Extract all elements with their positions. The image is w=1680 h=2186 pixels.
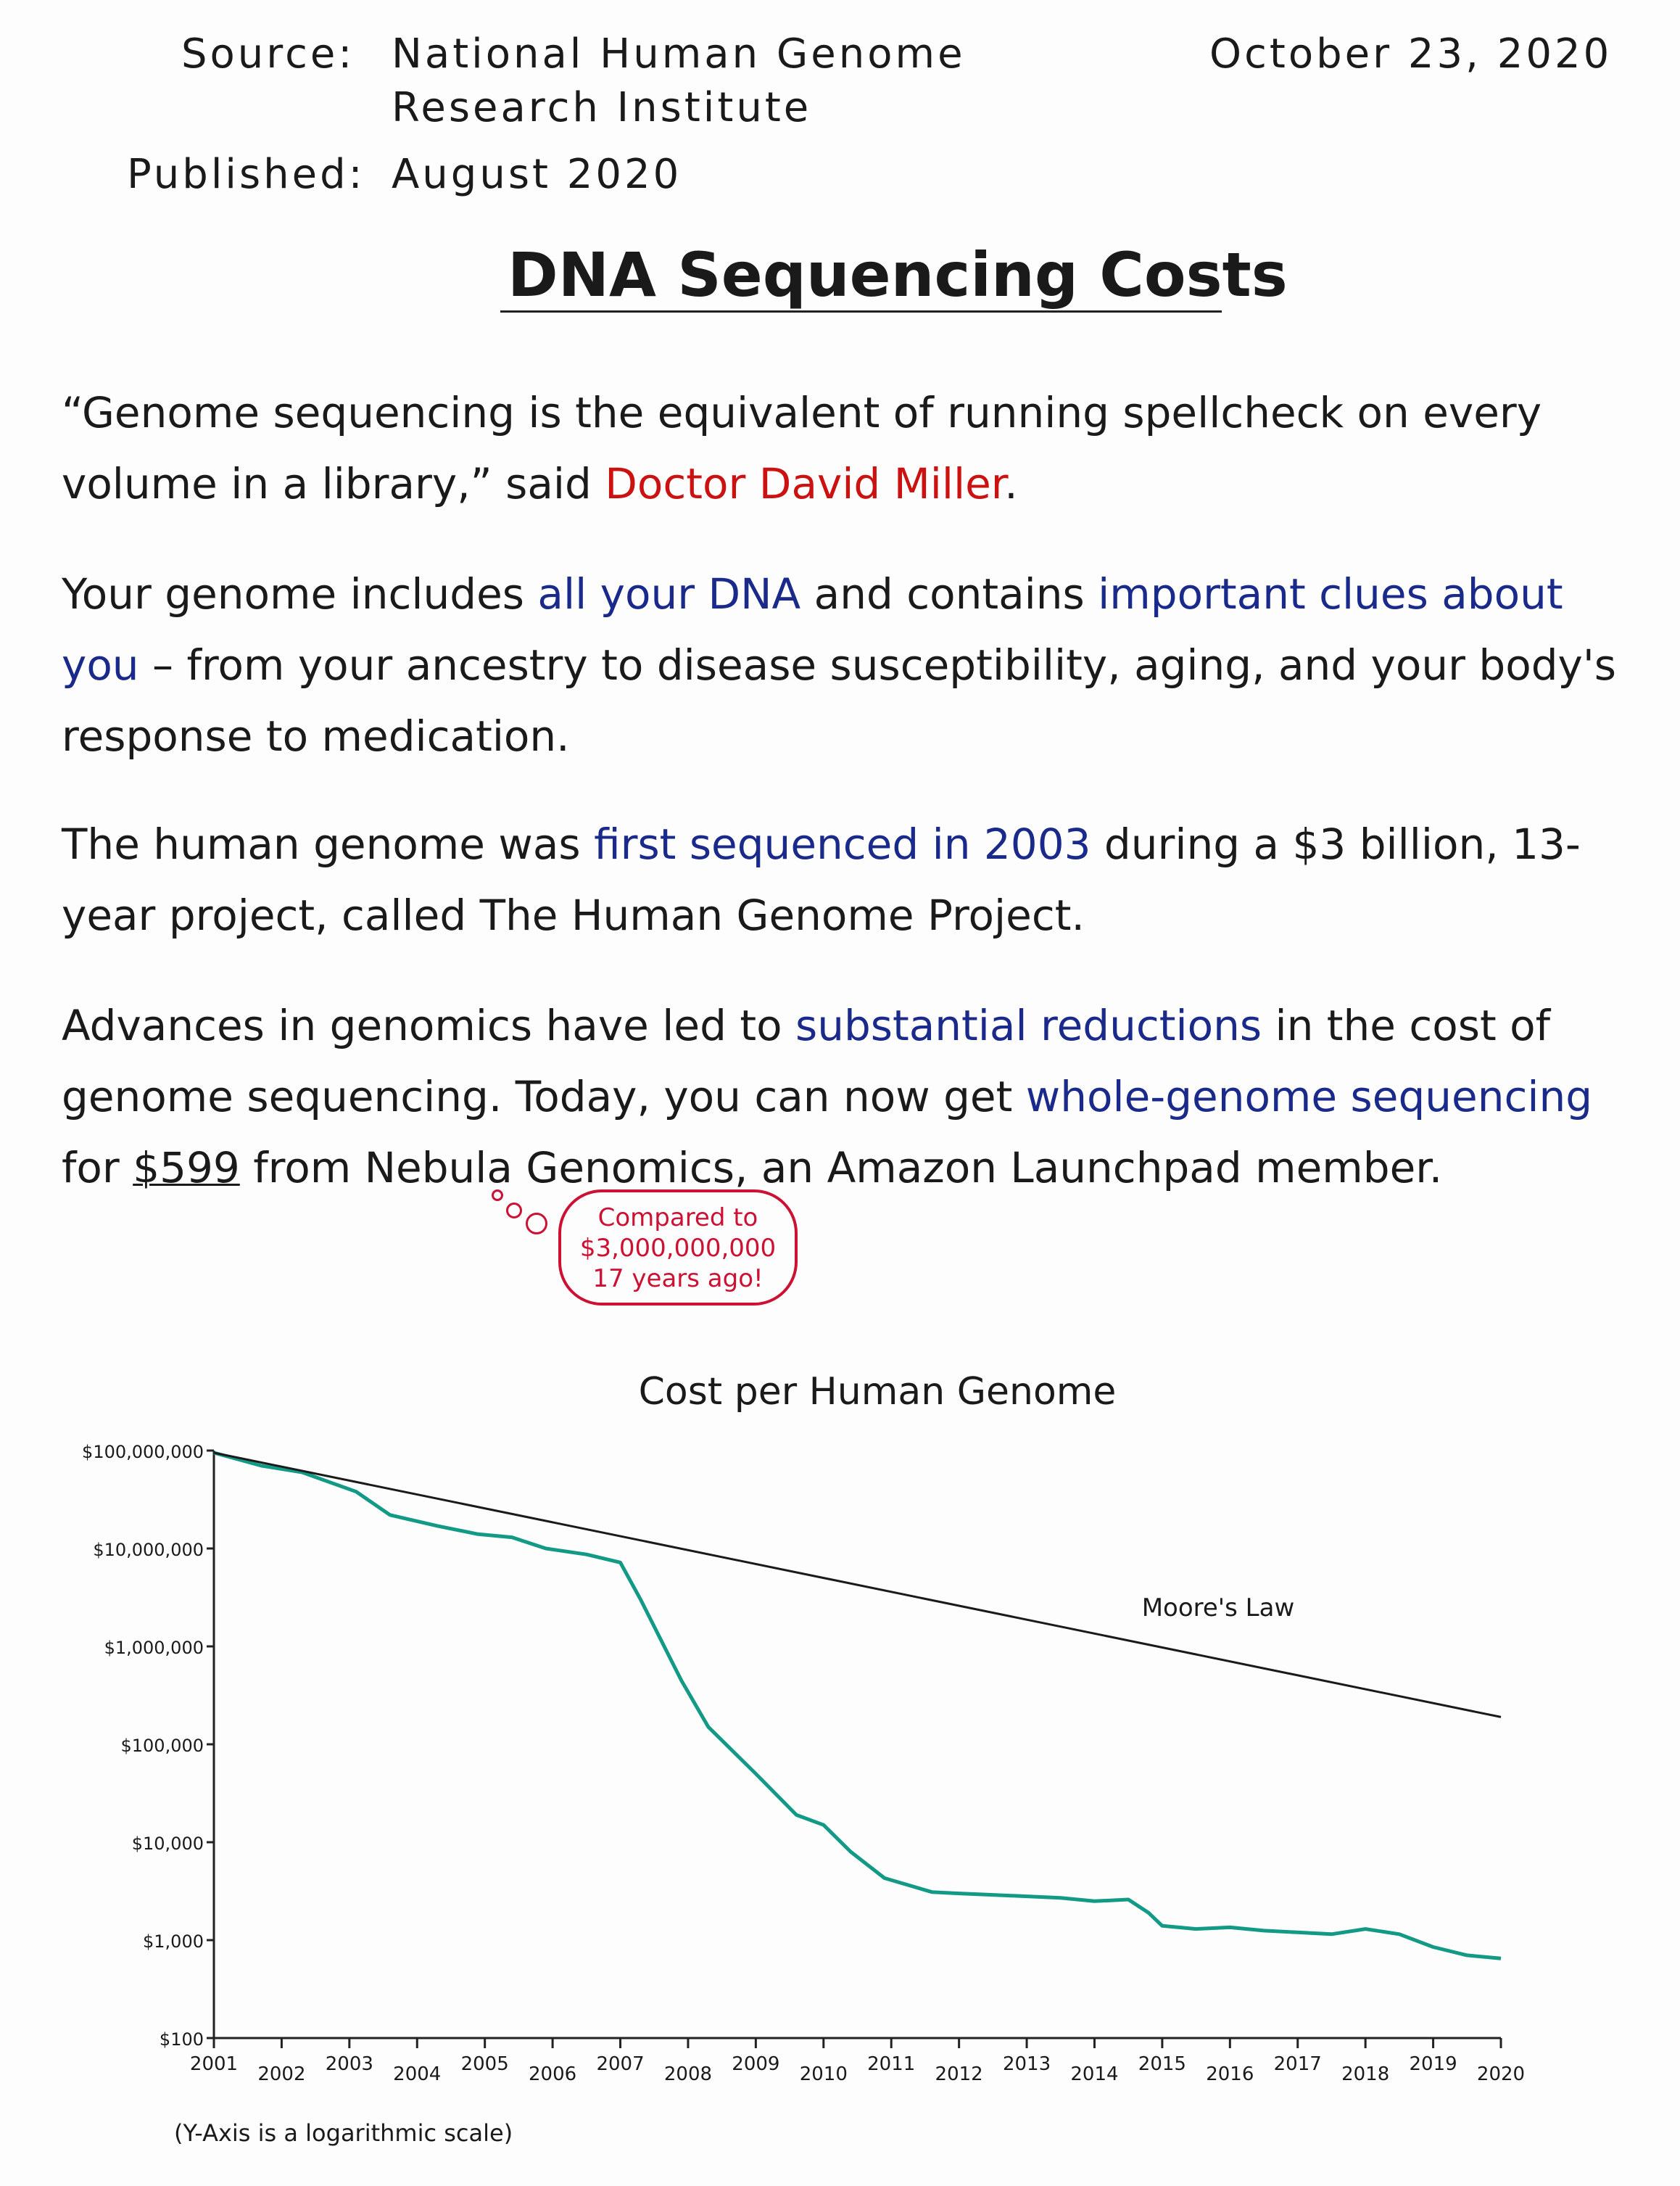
cost-series-line: [214, 1453, 1501, 1958]
x-tick-label: 2015: [1138, 2053, 1186, 2075]
x-tick-label: 2013: [1002, 2053, 1051, 2075]
moores-law-label: Moore's Law: [1141, 1593, 1295, 1622]
p4-highlight-wgs: whole-genome sequencing: [1025, 1072, 1593, 1121]
p3-highlight: first sequenced in 2003: [594, 820, 1091, 869]
x-tick-label: 2012: [935, 2063, 983, 2085]
p4-text-g: from Nebula Genomics, an Amazon Launchpad member.: [239, 1143, 1443, 1192]
chart-caption: (Y-Axis is a logarithmic scale): [174, 2119, 513, 2147]
x-tick-label: 2009: [732, 2053, 780, 2075]
source-label: Source:: [181, 30, 355, 78]
y-tick-label: $100,000,000: [82, 1442, 204, 1462]
y-tick-label: $100: [159, 2029, 204, 2050]
x-tick-label: 2002: [257, 2063, 306, 2085]
p3-text-c: during a $3 billion, 13-year project, called The Human Genome Project.: [62, 820, 1581, 940]
y-tick-label: $1,000,000: [104, 1638, 204, 1658]
x-tick-label: 2011: [867, 2053, 916, 2075]
moores-law-line: [214, 1453, 1501, 1717]
bubble-dot-medium: [506, 1203, 522, 1218]
x-tick-label: 2019: [1409, 2053, 1457, 2075]
p4-text-a: Advances in genomics have led to: [62, 1001, 795, 1050]
y-tick-label: $10,000,000: [93, 1540, 204, 1560]
p4-price: $599: [133, 1143, 240, 1192]
x-tick-label: 2005: [460, 2053, 509, 2075]
y-tick-label: $100,000: [120, 1736, 204, 1756]
x-tick-label: 2004: [393, 2063, 442, 2085]
x-tick-label: 2003: [325, 2053, 373, 2075]
x-tick-label: 2017: [1273, 2053, 1322, 2075]
paragraph-genome: [62, 558, 1621, 772]
y-tick-label: $10,000: [131, 1834, 204, 1854]
bubble-dot-small: [492, 1189, 503, 1201]
bubble-line3: 17 years ago!: [592, 1264, 764, 1293]
page-title: DNA Sequencing Costs: [508, 239, 1288, 310]
p4-text-c: in the cost of genome sequencing. Today, you can now get: [62, 1001, 1551, 1121]
date: October 23, 2020: [1209, 30, 1613, 78]
x-tick-label: 2018: [1341, 2063, 1390, 2085]
p2-text-c: and contains: [800, 569, 1098, 619]
paragraph-advances: [62, 990, 1621, 1203]
x-tick-label: 2020: [1476, 2063, 1526, 2085]
source-value-line2: Research Institute: [392, 84, 812, 131]
x-tick-label: 2010: [799, 2063, 848, 2085]
paragraph-quote: [62, 377, 1621, 519]
x-tick-label: 2014: [1070, 2063, 1119, 2085]
thought-bubble: [558, 1189, 798, 1306]
chart-title: Cost per Human Genome: [638, 1370, 1117, 1414]
x-tick-label: 2007: [596, 2053, 645, 2075]
published-label: Published:: [127, 151, 365, 198]
p3-text-a: The human genome was: [62, 820, 595, 869]
p2-text-e: – from your ancestry to disease susceptibility, aging, and your body's response to medication.: [62, 640, 1616, 761]
x-tick-label: 2006: [529, 2063, 577, 2085]
bubble-line2: $3,000,000,000: [579, 1234, 777, 1263]
paragraph-history: [62, 809, 1621, 951]
p2-highlight-clues: important clues about you: [62, 569, 1563, 690]
quote-author: Doctor David Miller: [605, 459, 1005, 508]
title-underline: [500, 310, 1222, 313]
bubble-dot-large: [526, 1213, 547, 1234]
quote-text: “Genome sequencing is the equivalent of running spellcheck on every volume in a library,” said: [62, 388, 1542, 508]
x-tick-label: 2008: [663, 2063, 713, 2085]
p4-highlight-reductions: substantial reductions: [795, 1001, 1262, 1050]
published-value: August 2020: [392, 151, 682, 198]
p2-text-a: Your genome includes: [62, 569, 538, 619]
y-tick-label: $1,000: [143, 1931, 204, 1952]
x-tick-label: 2001: [189, 2053, 239, 2075]
p4-text-e: for: [62, 1143, 133, 1192]
cost-chart: [0, 1364, 1680, 2111]
x-tick-label: 2016: [1206, 2063, 1254, 2085]
p2-highlight-dna: all your DNA: [537, 569, 801, 619]
quote-end: .: [1004, 459, 1018, 508]
source-value-line1: National Human Genome: [392, 30, 966, 78]
bubble-line1: Compared to: [597, 1203, 758, 1232]
